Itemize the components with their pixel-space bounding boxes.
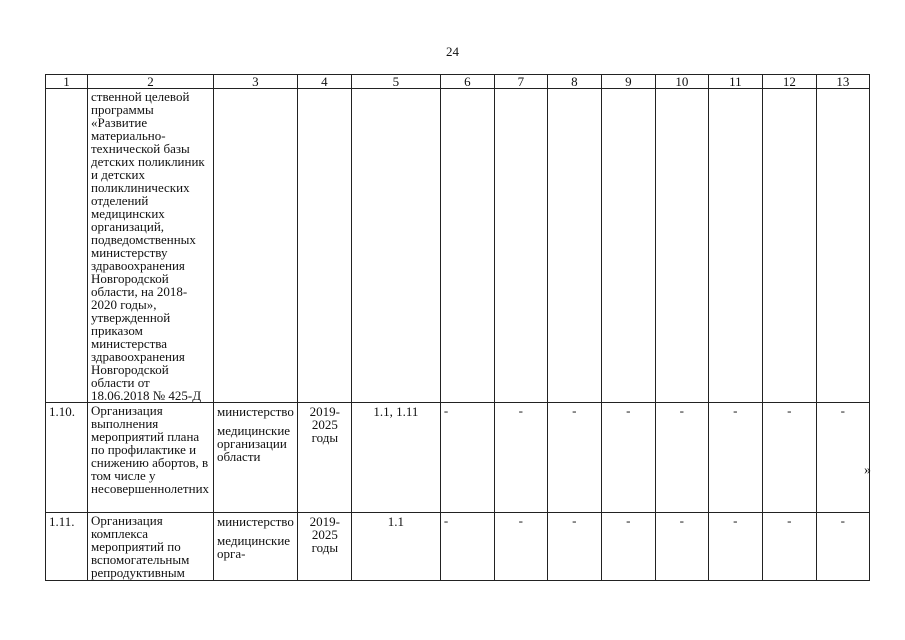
measures-table <box>45 74 870 581</box>
period <box>297 89 351 403</box>
table-row <box>46 403 870 513</box>
funding-cell: - <box>440 513 494 581</box>
period: 2019-2025 годы <box>297 403 351 513</box>
funding-cell: - <box>816 513 869 581</box>
column-number: 13 <box>816 75 869 89</box>
responsible <box>214 89 298 403</box>
item-number <box>46 89 88 403</box>
table-row <box>46 513 870 581</box>
period: 2019-2025 годы <box>297 513 351 581</box>
measure-name: Организация комплекса мероприятий по вспомогательным репродуктивным <box>88 513 214 581</box>
funding-cell: - <box>762 513 816 581</box>
column-number: 1 <box>46 75 88 89</box>
indicators: 1.1, 1.11 <box>351 403 440 513</box>
column-number: 9 <box>601 75 655 89</box>
item-number: 1.10. <box>46 403 88 513</box>
column-number: 12 <box>762 75 816 89</box>
measure-name: ственной целевой программы «Развитие материально-технической базы детских поликлиник и детских поликлинических отделений медицинских организаций, подведомственных министерству здравоохранения Новгородской области, на 2018-2020 годы», утвержденной приказом министерства здравоохранения Новгородской области от 18.06.2018 № 425-Д <box>88 89 214 403</box>
column-number: 7 <box>494 75 547 89</box>
funding-cell: - <box>655 403 708 513</box>
funding-cell: - <box>547 513 601 581</box>
responsible-line: министерство <box>217 404 294 419</box>
funding-cell: - <box>494 403 547 513</box>
funding-cell <box>816 89 869 403</box>
funding-cell <box>601 89 655 403</box>
column-number: 2 <box>88 75 214 89</box>
responsible <box>214 403 298 513</box>
funding-cell: - <box>601 403 655 513</box>
responsible-line: медицинские организации области <box>217 423 291 464</box>
indicators: 1.1 <box>351 513 440 581</box>
column-number: 11 <box>708 75 762 89</box>
column-number: 5 <box>351 75 440 89</box>
funding-cell: - <box>762 403 816 513</box>
column-number-row <box>46 75 870 89</box>
item-number: 1.11. <box>46 513 88 581</box>
funding-cell: - <box>816 403 869 513</box>
column-number: 3 <box>214 75 298 89</box>
column-number: 10 <box>655 75 708 89</box>
funding-cell: - <box>440 403 494 513</box>
table-row <box>46 89 870 403</box>
column-number: 4 <box>297 75 351 89</box>
funding-cell <box>547 89 601 403</box>
funding-cell: - <box>494 513 547 581</box>
funding-cell: - <box>708 403 762 513</box>
page-number: 24 <box>446 44 459 59</box>
funding-cell: - <box>601 513 655 581</box>
funding-cell <box>655 89 708 403</box>
closing-quote-mark: » <box>864 463 871 478</box>
measure-name: Организация выполнения мероприятий плана по профилактике и снижению абортов, в том числе у несовершеннолетних <box>88 403 214 513</box>
indicators <box>351 89 440 403</box>
funding-cell <box>494 89 547 403</box>
funding-cell: - <box>708 513 762 581</box>
funding-cell <box>708 89 762 403</box>
funding-cell <box>762 89 816 403</box>
funding-cell: - <box>655 513 708 581</box>
funding-cell: - <box>547 403 601 513</box>
funding-cell <box>440 89 494 403</box>
responsible <box>214 513 298 581</box>
column-number: 8 <box>547 75 601 89</box>
responsible-line: министерство <box>217 514 294 529</box>
column-number: 6 <box>440 75 494 89</box>
responsible-line: медицинские орга- <box>217 533 291 561</box>
